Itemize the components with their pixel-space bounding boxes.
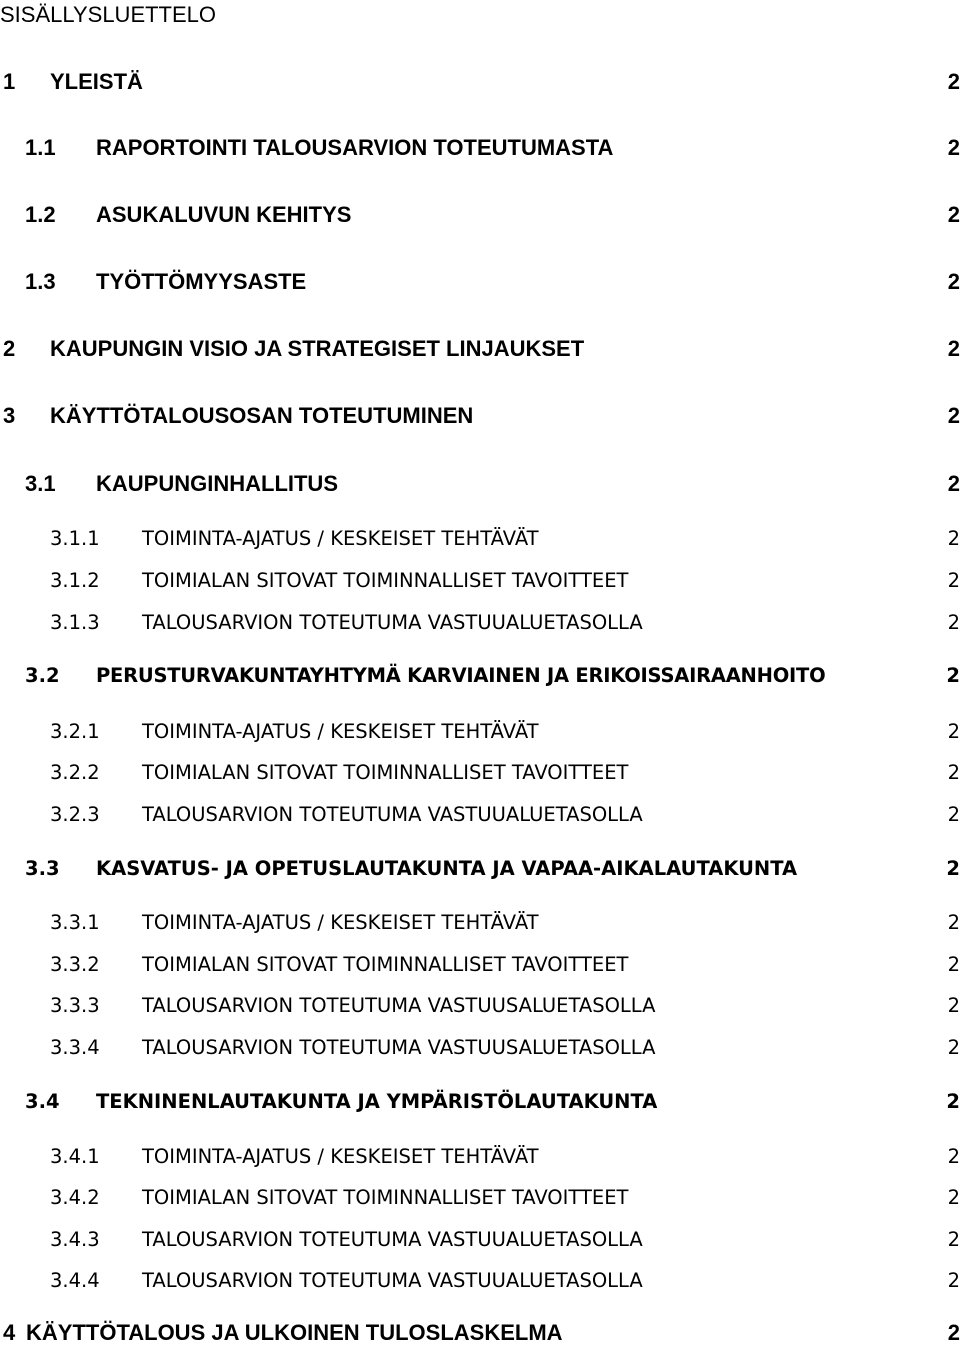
toc-entry-title: TOIMINTA-AJATUS / KESKEISET TEHTÄVÄT: [142, 527, 539, 550]
toc-entry-page: 2: [947, 1145, 960, 1168]
toc-entry-title: RAPORTOINTI TALOUSARVION TOTEUTUMASTA: [96, 135, 614, 160]
toc-entry-title: KAUPUNGIN VISIO JA STRATEGISET LINJAUKSET: [50, 336, 585, 361]
toc-entry-title: PERUSTURVAKUNTAYHTYMÄ KARVIAINEN JA ERIKOISSAIRAANHOITO: [96, 664, 826, 687]
toc-entry-page: 2: [946, 857, 960, 880]
toc-entry-number: 4: [3, 1320, 16, 1345]
toc-entry-page: 2: [947, 720, 960, 743]
toc-entry-title: KASVATUS- JA OPETUSLAUTAKUNTA JA VAPAA-AIKALAUTAKUNTA: [96, 857, 798, 880]
toc-entry-number: 1: [3, 69, 16, 94]
toc-entry-title: TOIMINTA-AJATUS / KESKEISET TEHTÄVÄT: [142, 911, 539, 934]
toc-entry-page: 2: [947, 336, 960, 361]
toc-entry-page: 2: [947, 611, 960, 634]
toc-entry-title: TOIMINTA-AJATUS / KESKEISET TEHTÄVÄT: [142, 1145, 539, 1168]
toc-title: SISÄLLYSLUETTELO: [0, 2, 217, 27]
toc-entry-title: TEKNINENLAUTAKUNTA JA YMPÄRISTÖLAUTAKUNTA: [96, 1090, 658, 1113]
toc-entry-page: 2: [947, 1036, 960, 1059]
toc-entry-number: 3.3.3: [50, 994, 100, 1017]
toc-entry-number: 3.3.2: [50, 953, 100, 976]
toc-entry-number: 3.3.4: [50, 1036, 100, 1059]
toc-entry-page: 2: [947, 1320, 960, 1345]
toc-entry-title: YLEISTÄ: [50, 69, 143, 94]
toc-entry-page: 2: [946, 664, 960, 687]
toc-entry-number: 3.2.1: [50, 720, 100, 743]
toc-entry-page: 2: [947, 1186, 960, 1209]
toc-entry-title: TALOUSARVION TOTEUTUMA VASTUUSALUETASOLLA: [142, 994, 656, 1017]
toc-entry-number: 3.1.1: [50, 527, 100, 550]
toc-entry-title: TOIMIALAN SITOVAT TOIMINNALLISET TAVOITTEET: [142, 953, 629, 976]
toc-entry-page: 2: [947, 527, 960, 550]
toc-entry-number: 2: [3, 336, 16, 361]
toc-entry-page: 2: [947, 761, 960, 784]
toc-entry-number: 3.2.3: [50, 803, 100, 826]
toc-entry-title: TOIMIALAN SITOVAT TOIMINNALLISET TAVOITTEET: [142, 761, 629, 784]
toc-entry-number: 3.4.4: [50, 1269, 100, 1292]
toc-entry-number: 3.2.2: [50, 761, 100, 784]
toc-entry-number: 1.1: [25, 135, 56, 160]
toc-entry-page: 2: [947, 69, 960, 94]
toc-entry-title: KAUPUNGINHALLITUS: [96, 471, 338, 496]
toc-entry-number: 3: [3, 403, 16, 428]
toc-entry-page: 2: [947, 803, 960, 826]
toc-entry-number: 3.3.1: [50, 911, 100, 934]
toc-entry-title: TALOUSARVION TOTEUTUMA VASTUUALUETASOLLA: [142, 1269, 643, 1292]
toc-entry-page: 2: [947, 471, 960, 496]
toc-entry-number: 3.3: [25, 857, 60, 880]
toc-entry-page: 2: [947, 569, 960, 592]
toc-entry-number: 1.3: [25, 269, 56, 294]
toc-entry-page: 2: [947, 1228, 960, 1251]
toc-entry-title: TOIMIALAN SITOVAT TOIMINNALLISET TAVOITTEET: [142, 569, 629, 592]
toc-entry-number: 3.2: [25, 664, 60, 687]
toc-entry-number: 3.4.3: [50, 1228, 100, 1251]
toc-entry-title: TALOUSARVION TOTEUTUMA VASTUUALUETASOLLA: [142, 803, 643, 826]
toc-entry-title: TALOUSARVION TOTEUTUMA VASTUUSALUETASOLLA: [142, 1036, 656, 1059]
toc-entry-title: KÄYTTÖTALOUSOSAN TOTEUTUMINEN: [50, 403, 474, 428]
toc-entry-number: 3.1: [25, 471, 56, 496]
toc-entry-title: TOIMIALAN SITOVAT TOIMINNALLISET TAVOITTEET: [142, 1186, 629, 1209]
toc-entry-page: 2: [947, 911, 960, 934]
toc-entry-page: 2: [947, 202, 960, 227]
toc-entry-number: 3.4.1: [50, 1145, 100, 1168]
toc-entry-number: 3.4.2: [50, 1186, 100, 1209]
toc-entry-number: 3.1.3: [50, 611, 100, 634]
toc-entry-number: 1.2: [25, 202, 56, 227]
toc-entry-page: 2: [947, 269, 960, 294]
toc-entry-title: TALOUSARVION TOTEUTUMA VASTUUALUETASOLLA: [142, 1228, 643, 1251]
toc-entry-title: TOIMINTA-AJATUS / KESKEISET TEHTÄVÄT: [142, 720, 539, 743]
toc-entry-page: 2: [947, 403, 960, 428]
toc-entry-title: TALOUSARVION TOTEUTUMA VASTUUALUETASOLLA: [142, 611, 643, 634]
toc-entry-number: 3.4: [25, 1090, 60, 1113]
toc-entry-page: 2: [947, 1269, 960, 1292]
toc-entry-title: KÄYTTÖTALOUS JA ULKOINEN TULOSLASKELMA: [26, 1320, 563, 1345]
toc-entry-title: ASUKALUVUN KEHITYS: [96, 202, 352, 227]
toc-entry-page: 2: [947, 135, 960, 160]
toc-entry-page: 2: [947, 994, 960, 1017]
toc-entry-title: TYÖTTÖMYYSASTE: [96, 269, 307, 294]
toc-entry-page: 2: [946, 1090, 960, 1113]
toc-entry-number: 3.1.2: [50, 569, 100, 592]
toc-entry-page: 2: [947, 953, 960, 976]
